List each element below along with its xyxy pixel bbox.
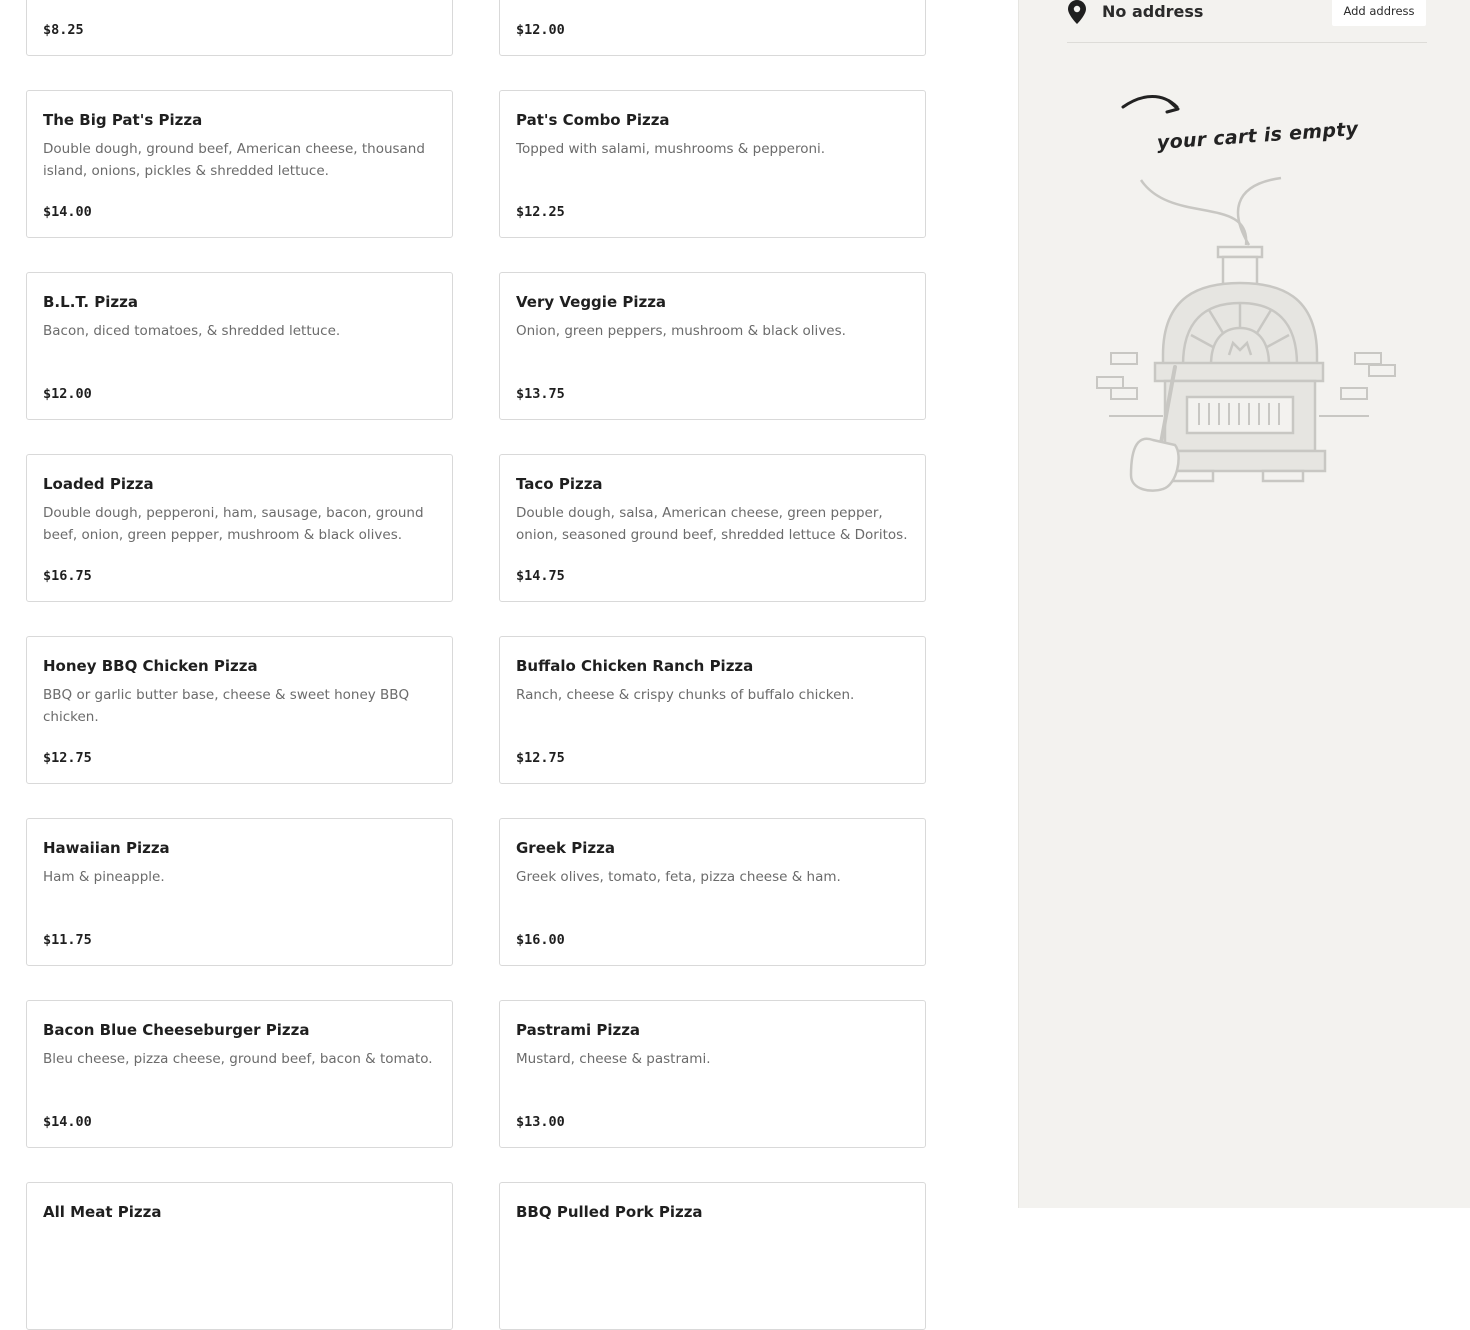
item-description: Bleu cheese, pizza cheese, ground beef, bacon & tomato. — [43, 1051, 433, 1067]
menu-item-card[interactable] — [26, 272, 453, 420]
cart-sidebar — [1018, 0, 1470, 1208]
item-description: Mustard, cheese & pastrami. — [516, 1051, 711, 1067]
item-description: Onion, green peppers, mushroom & black olives. — [516, 323, 846, 339]
item-name: Loaded Pizza — [43, 475, 154, 493]
item-description: Greek olives, tomato, feta, pizza cheese & ham. — [516, 869, 841, 885]
menu-item-card[interactable] — [26, 0, 453, 56]
menu-item-card[interactable] — [26, 90, 453, 238]
item-price: $12.75 — [43, 750, 92, 766]
menu-item-card[interactable] — [26, 454, 453, 602]
item-price: $16.75 — [43, 568, 92, 584]
item-name: B.L.T. Pizza — [43, 293, 138, 311]
item-price: $11.75 — [43, 932, 92, 948]
cart-empty-message: your cart is empty — [1156, 117, 1359, 154]
item-name: Hawaiian Pizza — [43, 839, 170, 857]
menu-item-card[interactable] — [26, 636, 453, 784]
item-price: $13.75 — [516, 386, 565, 402]
item-description: Double dough, salsa, American cheese, green pepper, onion, seasoned ground beef, shredded lettuce & Doritos. — [516, 505, 908, 543]
address-text: No address — [1102, 2, 1204, 21]
item-price: $12.00 — [516, 22, 565, 38]
item-name: Buffalo Chicken Ranch Pizza — [516, 657, 754, 675]
item-price: $14.75 — [516, 568, 565, 584]
item-description: Double dough, ground beef, American cheese, thousand island, onions, pickles & shredded lettuce. — [43, 141, 425, 179]
item-name: Very Veggie Pizza — [516, 293, 667, 311]
item-price: $12.00 — [43, 386, 92, 402]
menu-item-card[interactable] — [499, 818, 926, 966]
item-name: Greek Pizza — [516, 839, 615, 857]
menu-item-card[interactable] — [499, 90, 926, 238]
menu-item-card[interactable] — [499, 272, 926, 420]
menu-item-card[interactable] — [26, 1000, 453, 1148]
item-name: The Big Pat's Pizza — [43, 111, 203, 129]
item-description: Double dough, pepperoni, ham, sausage, bacon, ground beef, onion, green pepper, mushroom & black olives. — [43, 505, 424, 543]
menu-item-card[interactable] — [499, 454, 926, 602]
item-price: $13.00 — [516, 1114, 565, 1130]
item-price: $14.00 — [43, 1114, 92, 1130]
menu-item-card[interactable] — [26, 818, 453, 966]
item-price: $14.00 — [43, 204, 92, 220]
item-description: Topped with salami, mushrooms & pepperoni. — [516, 141, 826, 157]
map-pin-icon — [1068, 0, 1086, 24]
address-row — [1067, 0, 1427, 43]
menu-item-card[interactable] — [499, 1000, 926, 1148]
item-name: Taco Pizza — [516, 475, 603, 493]
menu-item-card[interactable] — [499, 0, 926, 56]
item-description: Bacon, diced tomatoes, & shredded lettuce. — [43, 323, 341, 339]
item-name: Bacon Blue Cheeseburger Pizza — [43, 1021, 310, 1039]
menu-item-card[interactable] — [26, 1182, 453, 1330]
pizza-oven-illustration — [1091, 85, 1411, 505]
item-price: $8.25 — [43, 22, 84, 38]
item-price: $12.75 — [516, 750, 565, 766]
item-name: Pastrami Pizza — [516, 1021, 641, 1039]
item-price: $12.25 — [516, 204, 565, 220]
item-description: BBQ or garlic butter base, cheese & sweet honey BBQ chicken. — [43, 687, 410, 725]
item-name: BBQ Pulled Pork Pizza — [516, 1203, 703, 1221]
item-name: Honey BBQ Chicken Pizza — [43, 657, 258, 675]
item-description: Ham & pineapple. — [43, 869, 165, 885]
item-description: Ranch, cheese & crispy chunks of buffalo chicken. — [516, 687, 855, 703]
item-name: All Meat Pizza — [43, 1203, 162, 1221]
item-price: $16.00 — [516, 932, 565, 948]
menu-item-card[interactable] — [499, 1182, 926, 1330]
add-address-button[interactable]: Add address — [1332, 0, 1426, 26]
item-name: Pat's Combo Pizza — [516, 111, 670, 129]
menu-item-card[interactable] — [499, 636, 926, 784]
